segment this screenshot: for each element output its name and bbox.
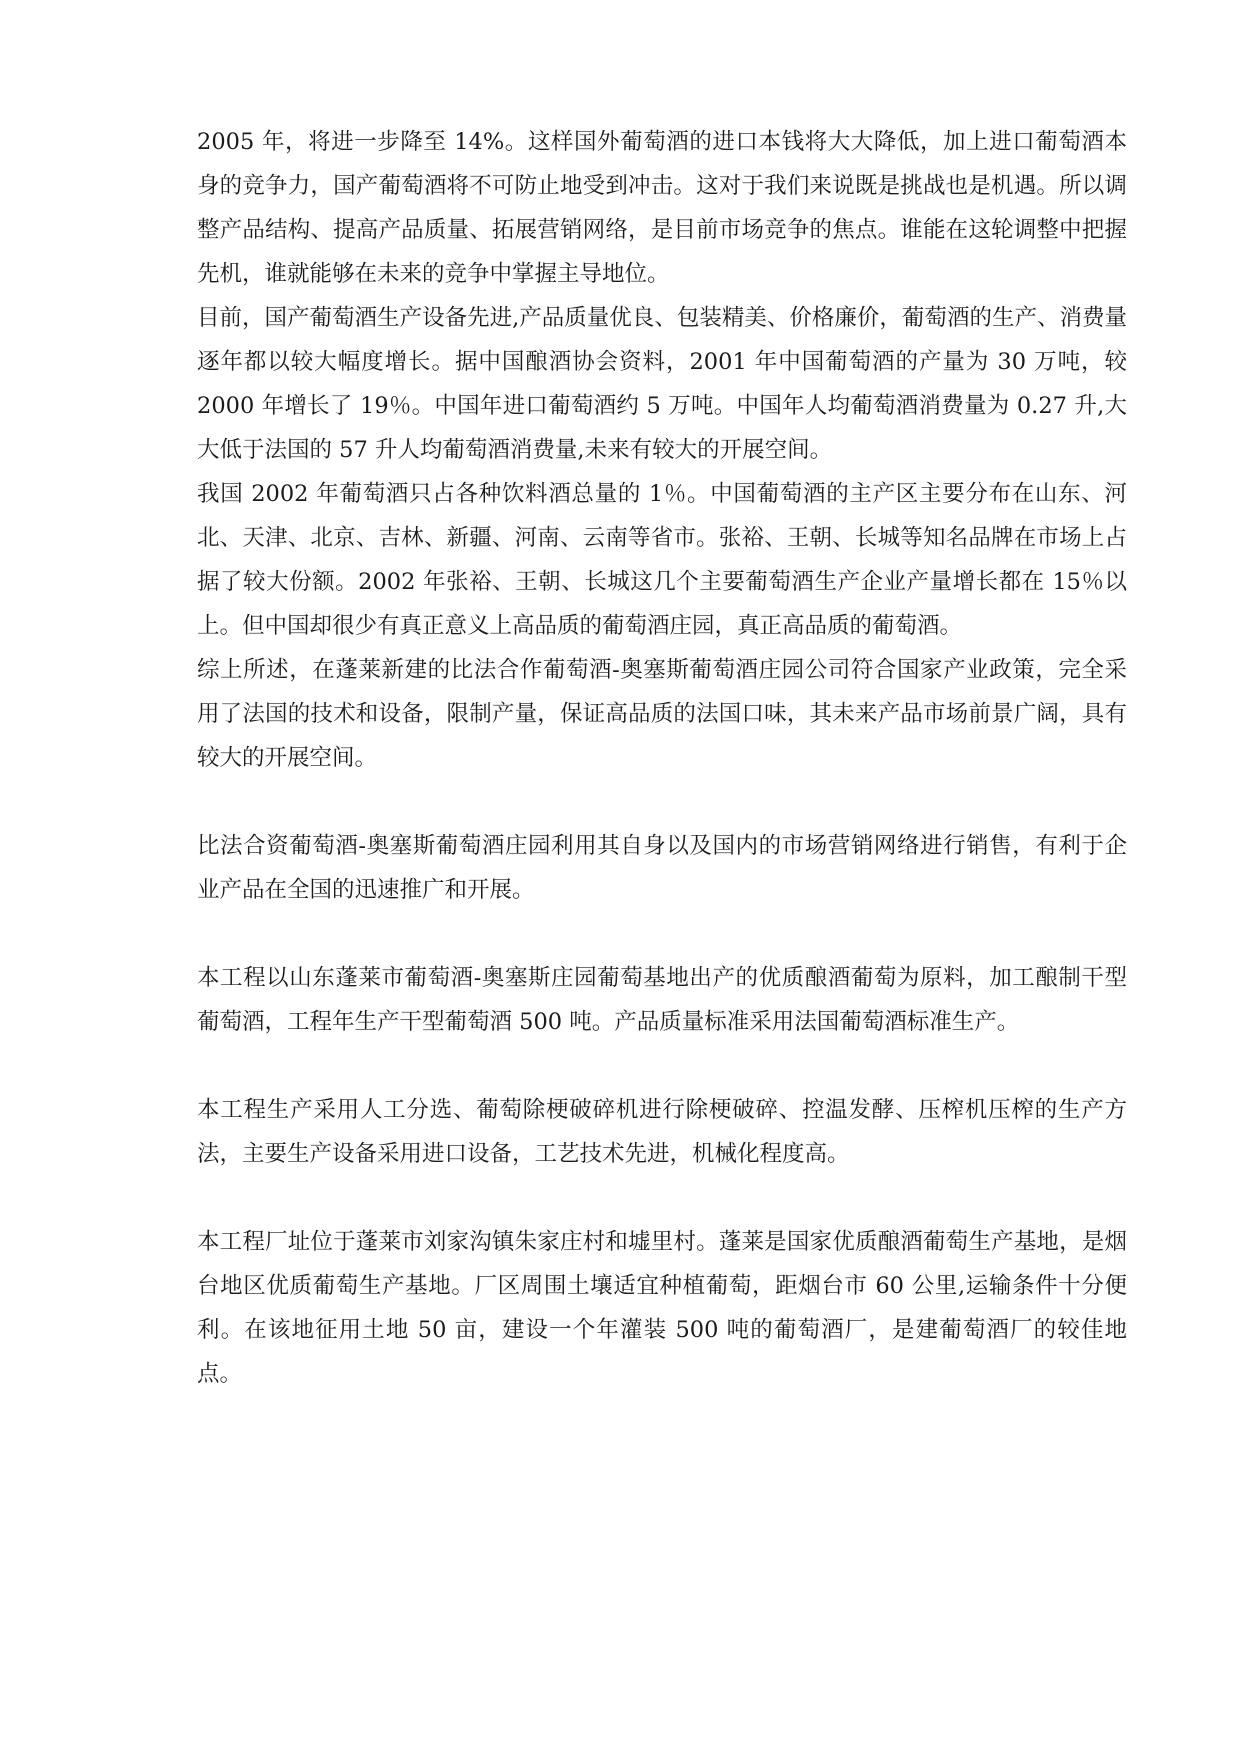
paragraph-spacer <box>197 1044 1127 1088</box>
paragraph-domestic-production: 目前，国产葡萄酒生产设备先进,产品质量优良、包装精美、价格廉价，葡萄酒的生产、消费量逐年都以较大幅度增长。据中国酿酒协会资料，2001 年中国葡萄酒的产量为 30 万吨，较 2000 年增长了 19％。中国年进口葡萄酒约 5 万吨。中国年人均葡萄酒消费量为 0.27 升,大大低于法国的 57 升人均葡萄酒消费量,未来有较大的开展空间。 <box>197 305 1127 463</box>
paragraph-spacer <box>197 780 1127 824</box>
paragraph-production-regions: 我国 2002 年葡萄酒只占各种饮料酒总量的 1％。中国葡萄酒的主产区主要分布在山东、河北、天津、北京、吉林、新疆、河南、云南等省市。张裕、王朝、长城等知名品牌在市场上占据了较大份额。2002 年张裕、王朝、长城这几个主要葡萄酒生产企业产量增长都在 15％以上。但中国却很少有真正意义上高品质的葡萄酒庄园，真正高品质的葡萄酒。 <box>197 481 1127 639</box>
paragraph-raw-materials: 本工程以山东蓬莱市葡萄酒-奥塞斯庄园葡萄基地出产的优质酿酒葡萄为原料，加工酿制干型葡萄酒，工程年生产干型葡萄酒 500 吨。产品质量标准采用法国葡萄酒标准生产。 <box>197 965 1127 1035</box>
paragraph-site-location: 本工程厂址位于蓬莱市刘家沟镇朱家庄村和墟里村。蓬莱是国家优质酿酒葡萄生产基地，是烟台地区优质葡萄生产基地。厂区周围土壤适宜种植葡萄，距烟台市 60 公里,运输条件十分便利。在该地征用土地 50 亩，建设一个年灌装 500 吨的葡萄酒厂，是建葡萄酒厂的较佳地点。 <box>197 1229 1127 1387</box>
document-body <box>197 120 1127 1396</box>
paragraph-summary: 综上所述，在蓬莱新建的比法合作葡萄酒-奥塞斯葡萄酒庄园公司符合国家产业政策，完全采用了法国的技术和设备，限制产量，保证高品质的法国口味，其未来产品市场前景广阔，具有较大的开展空间。 <box>197 657 1127 771</box>
paragraph-spacer <box>197 1176 1127 1220</box>
paragraph-sales-network: 比法合资葡萄酒-奥塞斯葡萄酒庄园利用其自身以及国内的市场营销网络进行销售，有利于企业产品在全国的迅速推广和开展。 <box>197 833 1127 903</box>
paragraph-import-tariff: 2005 年，将进一步降至 14%。这样国外葡萄酒的进口本钱将大大降低，加上进口葡萄酒本身的竞争力，国产葡萄酒将不可防止地受到冲击。这对于我们来说既是挑战也是机遇。所以调整产品结构、提高产品质量、拓展营销网络，是目前市场竞争的焦点。谁能在这轮调整中把握先机，谁就能够在未来的竞争中掌握主导地位。 <box>197 129 1127 287</box>
paragraph-production-method: 本工程生产采用人工分选、葡萄除梗破碎机进行除梗破碎、控温发酵、压榨机压榨的生产方法，主要生产设备采用进口设备，工艺技术先进，机械化程度高。 <box>197 1097 1127 1167</box>
paragraph-spacer <box>197 912 1127 956</box>
